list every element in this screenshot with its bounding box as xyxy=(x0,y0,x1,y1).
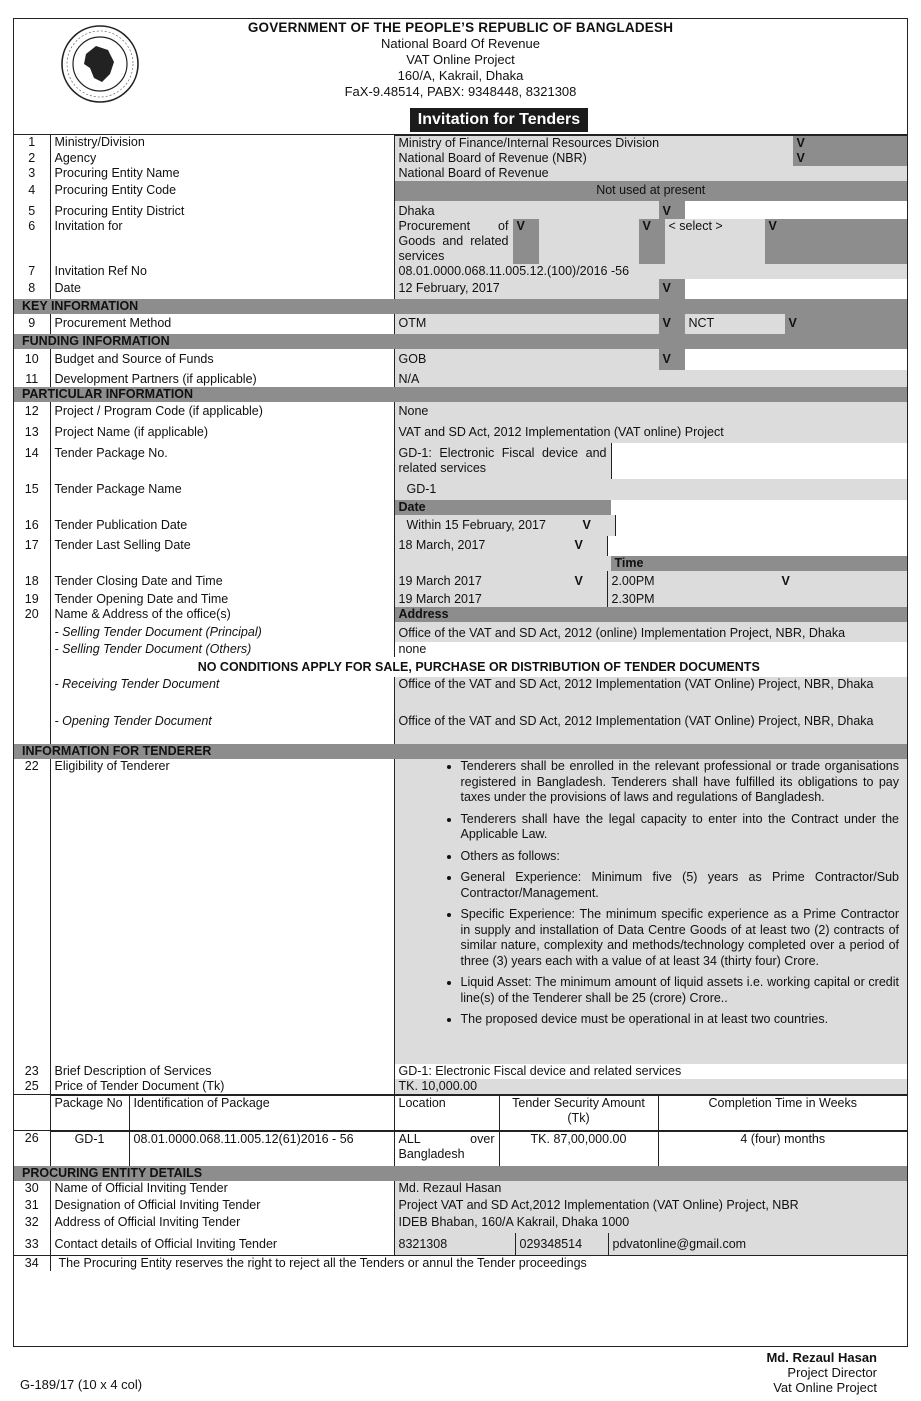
table-row: 4 Procuring Entity Code Not used at present xyxy=(14,181,907,201)
table-row: 10 Budget and Source of Funds GOB V xyxy=(14,349,907,370)
table-row: 7 Invitation Ref No 08.01.0000.068.11.005.12.(100)/2016 -56 xyxy=(14,264,907,279)
table-row: 15 Tender Package Name GD-1 xyxy=(14,479,907,500)
contact-email-link[interactable]: pdvatonline@gmail.com xyxy=(608,1233,907,1255)
table-row: 11 Development Partners (if applicable) N/A xyxy=(14,370,907,387)
signatory-office: Vat Online Project xyxy=(773,1380,877,1395)
table-row: 30 Name of Official Inviting Tender Md. Rezaul Hasan xyxy=(14,1181,907,1196)
list-item: • Tenderers shall be enrolled in the relevant professional or trade organisations registered in Bangladesh. Tenderers shall have fulfilled its obligations to pay taxes under the provisions of laws and regulations of Bangladesh. xyxy=(461,759,900,806)
table-row: - Selling Tender Document (Principal) Office of the VAT and SD Act, 2012 (online) Implementation Project, NBR, Dhaka xyxy=(14,622,907,642)
table-row: 9 Procurement Method OTM V NCT V xyxy=(14,314,907,334)
contact-line: FaX-9.48514, PABX: 9348448, 8321308 xyxy=(344,84,577,99)
table-row: 19 Tender Opening Date and Time 19 March 2017 2.30PM xyxy=(14,592,907,607)
table-row: - Opening Tender Document Office of the VAT and SD Act, 2012 Implementation (VAT Online) Project, NBR, Dhaka xyxy=(14,711,907,744)
table-row: 2 Agency National Board of Revenue (NBR) V xyxy=(14,151,907,166)
tender-table xyxy=(14,134,907,1271)
signatory-title: Project Director xyxy=(787,1365,877,1380)
list-item: • Liquid Asset: The minimum amount of liquid assets i.e. working capital or credit line(s) of the Tenderer shall be 25 (crore) Crore.. xyxy=(461,975,900,1006)
notice-title: Invitation for Tenders xyxy=(410,108,588,132)
government-title: GOVERNMENT OF THE PEOPLE’S REPUBLIC OF BANGLADESH xyxy=(247,20,674,35)
address-line: 160/A, Kakrail, Dhaka xyxy=(397,68,524,83)
board-name: National Board Of Revenue xyxy=(381,36,540,51)
table-row: 17 Tender Last Selling Date 18 March, 2017 V xyxy=(14,536,907,556)
date-column-header: Date xyxy=(395,500,611,515)
table-row: 13 Project Name (if applicable) VAT and SD Act, 2012 Implementation (VAT online) Project xyxy=(14,422,907,443)
eligibility-list xyxy=(395,759,908,1028)
table-row: 12 Project / Program Code (if applicable) None xyxy=(14,402,907,422)
list-item: • Specific Experience: The minimum specific experience as a Prime Contractor in supply and installation of Data Centre Goods of at least two (2) contracts of similar nature, complexity and methods/technology completed over a period of three (3) years each with a value of at least 34 (thirty four) Crore. xyxy=(461,907,900,969)
section-particular-information: PARTICULAR INFORMATION xyxy=(14,387,907,402)
table-row: - Receiving Tender Document Office of the VAT and SD Act, 2012 Implementation (VAT Online) Project, NBR, Dhaka xyxy=(14,677,907,711)
no-conditions-row: NO CONDITIONS APPLY FOR SALE, PURCHASE OR DISTRIBUTION OF TENDER DOCUMENTS xyxy=(14,657,907,677)
time-column-header: Time xyxy=(611,556,908,571)
advert-code: G-189/17 (10 x 4 col) xyxy=(20,1377,143,1392)
package-header-row: Package No Identification of Package Location Tender Security Amount (Tk) Completion Time in Weeks xyxy=(14,1095,907,1131)
project-name: VAT Online Project xyxy=(406,52,515,67)
table-row: 14 Tender Package No. GD-1: Electronic Fiscal device and related services xyxy=(14,443,907,479)
table-row: 6 Invitation for Procurement of Goods and related services V V < select > V xyxy=(14,219,907,264)
list-item: • The proposed device must be operational in at least two countries. xyxy=(461,1012,900,1028)
table-row: 1 Ministry/Division Ministry of Finance/Internal Resources Division V xyxy=(14,135,907,152)
table-row: 3 Procuring Entity Name National Board of Revenue xyxy=(14,166,907,181)
list-item: • General Experience: Minimum five (5) years as Prime Contractor/Sub Contractor/Management. xyxy=(461,870,900,901)
table-row: 31 Designation of Official Inviting Tender Project VAT and SD Act,2012 Implementation (VAT Online) Project, NBR xyxy=(14,1196,907,1213)
section-key-information: KEY INFORMATION xyxy=(14,299,907,314)
list-item: • Others as follows: xyxy=(461,849,900,865)
invitation-select[interactable]: < select > xyxy=(665,219,765,264)
table-row: 20 Name & Address of the office(s) Address xyxy=(14,607,907,622)
table-row: 8 Date 12 February, 2017 V xyxy=(14,279,907,299)
list-item: • Tenderers shall have the legal capacity to enter into the Contract under the Applicable Law. xyxy=(461,812,900,843)
table-row: 22 Eligibility of Tenderer • Tenderers shall be enrolled in the relevant professional or trade organisations registered in Bangladesh. Tenderers shall have fulfilled its obligations to pay taxes under the provisions of laws and regulations of Bangladesh. • Tenderers shall have the legal capacity to enter into the Contract under the Applicable Law. • Others as follows: • General Experience: Minimum five (5) years as Prime Contractor/Sub Contractor/Management. • Specific Experience: The minimum specific experience as a Prime Contractor in supply and installation of Data Centre Goods of at least two (2) contracts of similar nature, complexity and methods/technology completed over a period of three (3) years each with a value of at least 34 (thirty four) Crore. • Liquid Asset: The minimum amount of liquid assets i.e. working capital or credit line(s) of the Tenderer shall be 25 (crore) Crore.. • The proposed device must be operational in at least two countries. xyxy=(14,759,907,1064)
table-row: - Selling Tender Document (Others) none xyxy=(14,642,907,657)
letterhead xyxy=(13,20,908,100)
table-row: 16 Tender Publication Date Within 15 February, 2017 V xyxy=(14,515,907,536)
table-row: 25 Price of Tender Document (Tk) TK. 10,000.00 xyxy=(14,1079,907,1095)
signature-block xyxy=(766,1350,877,1395)
table-row: 26 GD-1 08.01.0000.068.11.005.12(61)2016 - 56 ALL over Bangladesh TK. 87,00,000.00 4 (four) months xyxy=(14,1131,907,1167)
table-row: 33 Contact details of Official Inviting Tender 8321308 029348514 pdvatonline@gmail.com xyxy=(14,1233,907,1256)
table-row: 5 Procuring Entity District Dhaka V xyxy=(14,201,907,219)
section-procuring-entity-details: PROCURING ENTITY DETAILS xyxy=(14,1166,907,1181)
table-row: 18 Tender Closing Date and Time 19 March 2017 V 2.00PM V xyxy=(14,571,907,592)
section-information-for-tenderer: INFORMATION FOR TENDERER xyxy=(14,744,907,759)
signatory-name: Md. Rezaul Hasan xyxy=(766,1350,877,1365)
table-row: 23 Brief Description of Services GD-1: Electronic Fiscal device and related services xyxy=(14,1064,907,1079)
table-row: 32 Address of Official Inviting Tender IDEB Bhaban, 160/A Kakrail, Dhaka 1000 xyxy=(14,1213,907,1233)
section-funding-information: FUNDING INFORMATION xyxy=(14,334,907,349)
table-row: 34 The Procuring Entity reserves the right to reject all the Tenders or annul the Tender proceedings xyxy=(14,1256,907,1272)
